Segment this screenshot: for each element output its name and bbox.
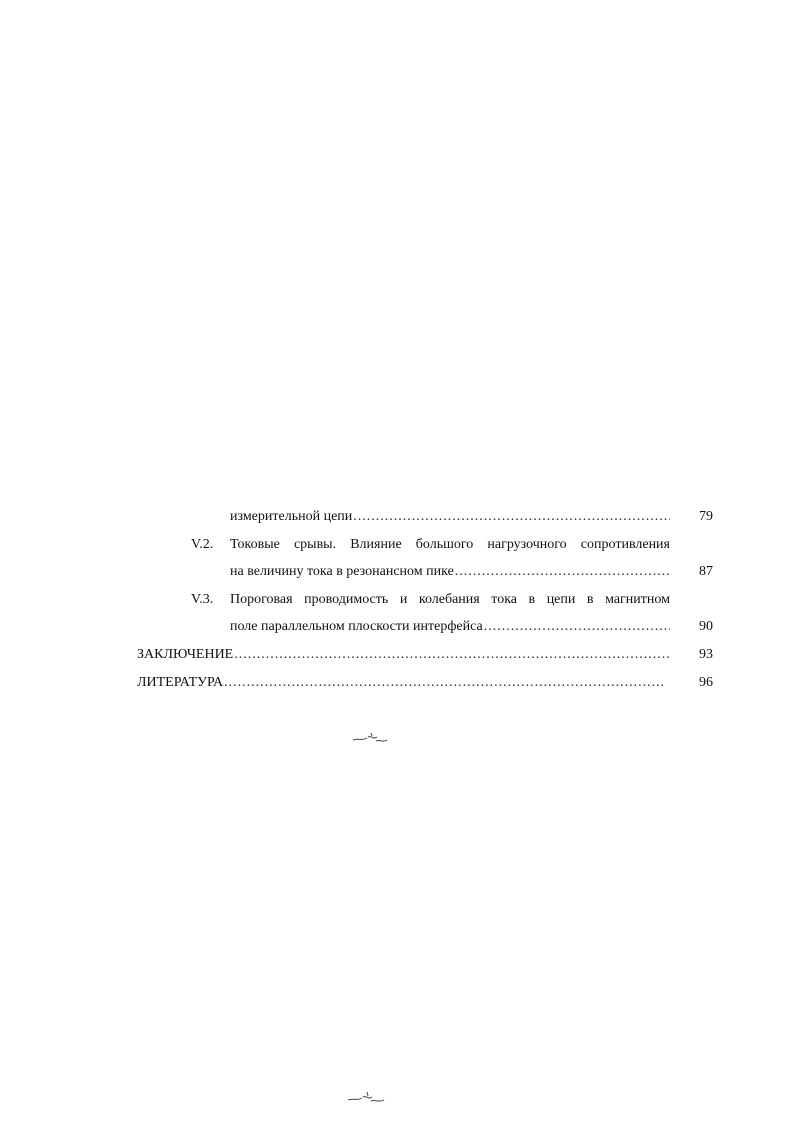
toc-leader-dots (455, 562, 670, 582)
toc-leader-dots (234, 645, 670, 665)
toc-leader-dots (224, 673, 664, 693)
scan-artifact-scribble (350, 728, 390, 748)
toc-entry-text: ЗАКЛЮЧЕНИЕ (137, 647, 234, 662)
toc-entry-measurement-chain (230, 507, 670, 527)
toc-page-number: 87 (699, 564, 713, 579)
toc-section-number: V.2. (191, 537, 214, 552)
toc-page-number: 90 (699, 619, 713, 634)
toc-entry-v2 (230, 562, 670, 582)
toc-page-number: 93 (699, 647, 713, 662)
toc-leader-dots (484, 617, 670, 637)
toc-entry-v2-line-1: Токовые срывы. Влияние большого нагрузочного сопротивления (230, 537, 670, 552)
toc-entry-text: ЛИТЕРАТУРА (137, 675, 224, 690)
toc-entry-conclusion (137, 645, 670, 665)
toc-entry-v3-line-2: поле параллельном плоскости интерфейса (230, 619, 483, 634)
toc-entry-text-line-1 (230, 535, 670, 555)
toc-page-number: 79 (699, 509, 713, 524)
scan-artifact-scribble (345, 1087, 387, 1109)
toc-section-number: V.3. (191, 592, 214, 607)
toc-entry-v3 (230, 617, 670, 637)
toc-entry-text-line-1 (230, 590, 670, 610)
toc-page-number: 96 (699, 675, 713, 690)
toc-leader-dots (353, 507, 670, 527)
toc-entry-v2-line-2: на величину тока в резонансном пике (230, 564, 454, 579)
toc-entry-v3-line-1: Пороговая проводимость и колебания тока в цепи в магнитном (230, 592, 670, 607)
toc-entry-literature (137, 673, 664, 693)
toc-entry-text: измерительной цепи (230, 509, 353, 524)
